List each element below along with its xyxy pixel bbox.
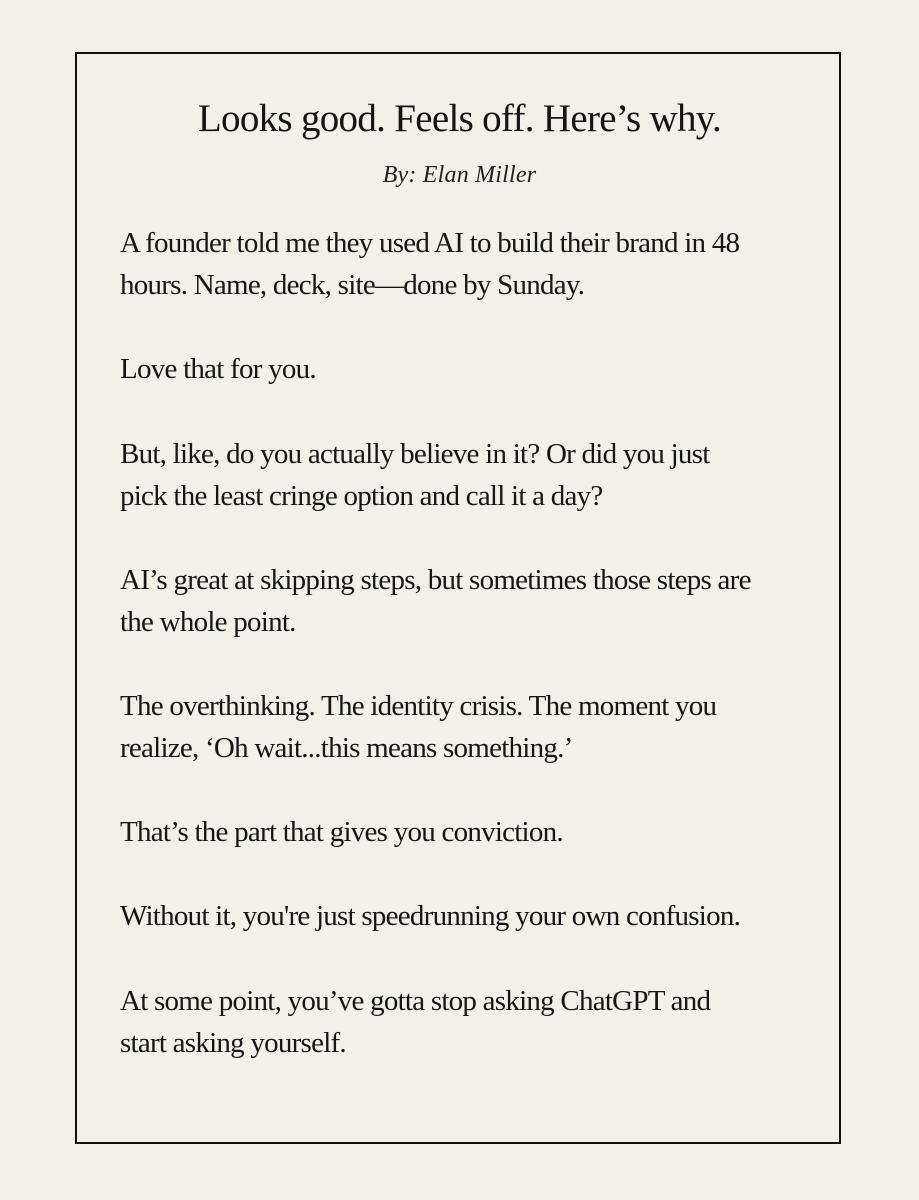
paragraph-line: Without it, you're just speedrunning your own confusion. [120, 900, 741, 932]
paragraph-ask-yourself [120, 980, 830, 1064]
paragraph-line: the whole point. [120, 606, 296, 638]
paragraph-line: start asking yourself. [120, 1027, 346, 1059]
paragraph-skipping-steps [120, 559, 830, 643]
paragraph-line: At some point, you’ve gotta stop asking ChatGPT and [120, 985, 711, 1017]
paragraph-conviction [120, 811, 830, 853]
paragraph-line: The overthinking. The identity crisis. The moment you [120, 690, 717, 722]
article-byline: By: Elan Miller [382, 162, 537, 188]
paragraph-speedrunning [120, 895, 830, 937]
paragraph-line: hours. Name, deck, site—done by Sunday. [120, 269, 585, 301]
paragraph-love-that [120, 348, 830, 390]
paragraph-line: A founder told me they used AI to build their brand in 48 [120, 227, 740, 259]
article-title: Looks good. Feels off. Here’s why. [197, 97, 722, 140]
paragraph-believe [120, 433, 830, 517]
paragraph-line: Love that for you. [120, 353, 316, 385]
paragraph-overthinking [120, 685, 830, 769]
paragraph-line: AI’s great at skipping steps, but sometimes those steps are [120, 564, 751, 596]
paragraph-line: But, like, do you actually believe in it? Or did you just [120, 438, 710, 470]
paragraph-line: realize, ‘Oh wait...this means something.’ [120, 732, 573, 764]
paragraph-founder [120, 222, 830, 306]
paragraph-line: That’s the part that gives you conviction. [120, 816, 563, 848]
paragraph-line: pick the least cringe option and call it a day? [120, 480, 603, 512]
